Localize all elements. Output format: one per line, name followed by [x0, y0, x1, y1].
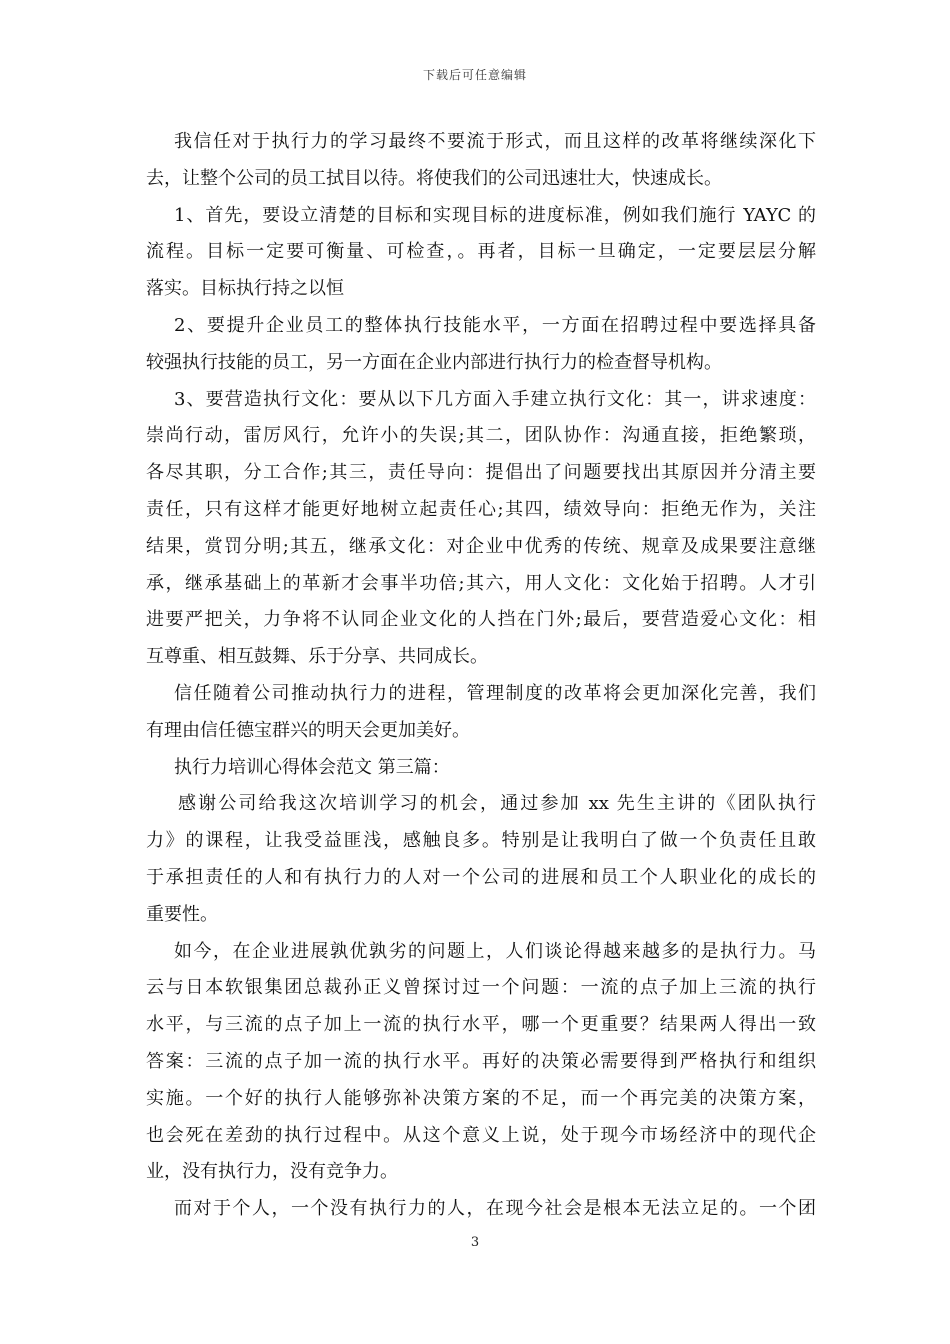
document-body [146, 124, 816, 1228]
paragraph-line: 而对于个人，一个没有执行力的人，在现今社会是根本无法立足的。一个团 [174, 1198, 816, 1220]
paragraph-line: 进要严把关，力争将不认同企业文化的人挡在门外;最后，要营造爱心文化：相 [146, 609, 816, 631]
paragraph-line: 也会死在差劲的执行过程中。从这个意义上说，处于现今市场经济中的现代企 [146, 1124, 816, 1146]
paragraph-line: 较强执行技能的员工，另一方面在企业内部进行执行力的检查督导机构。 [146, 351, 722, 373]
paragraph-line: 落实。目标执行持之以恒 [146, 278, 344, 300]
paragraph-line: 云与日本软银集团总裁孙正义曾探讨过一个问题：一流的点子加上三流的执行 [146, 977, 816, 999]
paragraph-line: 3、要营造执行文化：要从以下几方面入手建立执行文化：其一，讲求速度： [174, 388, 816, 410]
paragraph-line: 于承担责任的人和有执行力的人对一个公司的进展和员工个人职业化的成长的 [146, 866, 816, 888]
paragraph-line: 水平，与三流的点子加上一流的执行水平，哪一个更重要？结果两人得出一致 [146, 1014, 816, 1036]
paragraph-line: 承，继承基础上的革新才会事半功倍;其六，用人文化：文化始于招聘。人才引 [146, 572, 816, 594]
paragraph-line: 感谢公司给我这次培训学习的机会，通过参加 xx 先生主讲的《团队执行 [178, 793, 816, 815]
paragraph-line: 有理由信任德宝群兴的明天会更加美好。 [146, 719, 470, 741]
paragraph-line: 力》的课程，让我受益匪浅，感触良多。特别是让我明白了做一个负责任且敢 [146, 830, 816, 852]
paragraph-line: 信任随着公司推动执行力的进程，管理制度的改革将会更加深化完善，我们 [174, 682, 816, 704]
paragraph-line: 结果，赏罚分明;其五，继承文化：对企业中优秀的传统、规章及成果要注意继 [146, 535, 816, 557]
paragraph-line: 责任，只有这样才能更好地树立起责任心;其四，绩效导向：拒绝无作为，关注 [146, 498, 816, 520]
paragraph-line: 各尽其职，分工合作;其三，责任导向：提倡出了问题要找出其原因并分清主要 [146, 462, 816, 484]
paragraph-line: 我信任对于执行力的学习最终不要流于形式，而且这样的改革将继续深化下 [174, 131, 816, 152]
paragraph-line: 如今，在企业进展孰优孰劣的问题上，人们谈论得越来越多的是执行力。马 [174, 940, 816, 962]
paragraph-line: 重要性。 [146, 903, 218, 925]
page-header: 下载后可任意编辑 [422, 68, 527, 82]
paragraph-line: 2、要提升企业员工的整体执行技能水平，一方面在招聘过程中要选择具备 [174, 314, 816, 336]
paragraph-line: 流程。目标一定要可衡量、可检查，。再者，目标一旦确定，一定要层层分解 [146, 241, 816, 263]
section-heading: 执行力培训心得体会范文 第三篇： [174, 756, 450, 778]
paragraph-line: 1、首先，要设立清楚的目标和实现目标的进度标准，例如我们施行 YAYC 的 [174, 204, 816, 226]
page-number: 3 [470, 1235, 480, 1250]
paragraph-line: 答案：三流的点子加一流的执行水平。再好的决策必需要得到严格执行和组织 [146, 1050, 816, 1072]
paragraph-line: 互尊重、相互鼓舞、乐于分享、共同成长。 [146, 646, 488, 668]
paragraph-line: 业，没有执行力，没有竞争力。 [146, 1161, 398, 1183]
paragraph-line: 去，让整个公司的员工拭目以待。将使我们的公司迅速壮大，快速成长。 [146, 167, 722, 189]
paragraph-line: 崇尚行动，雷厉风行，允许小的失误;其二，团队协作：沟通直接，拒绝繁琐， [146, 425, 816, 447]
paragraph-line: 实施。一个好的执行人能够弥补决策方案的不足，而一个再完美的决策方案， [146, 1087, 816, 1109]
